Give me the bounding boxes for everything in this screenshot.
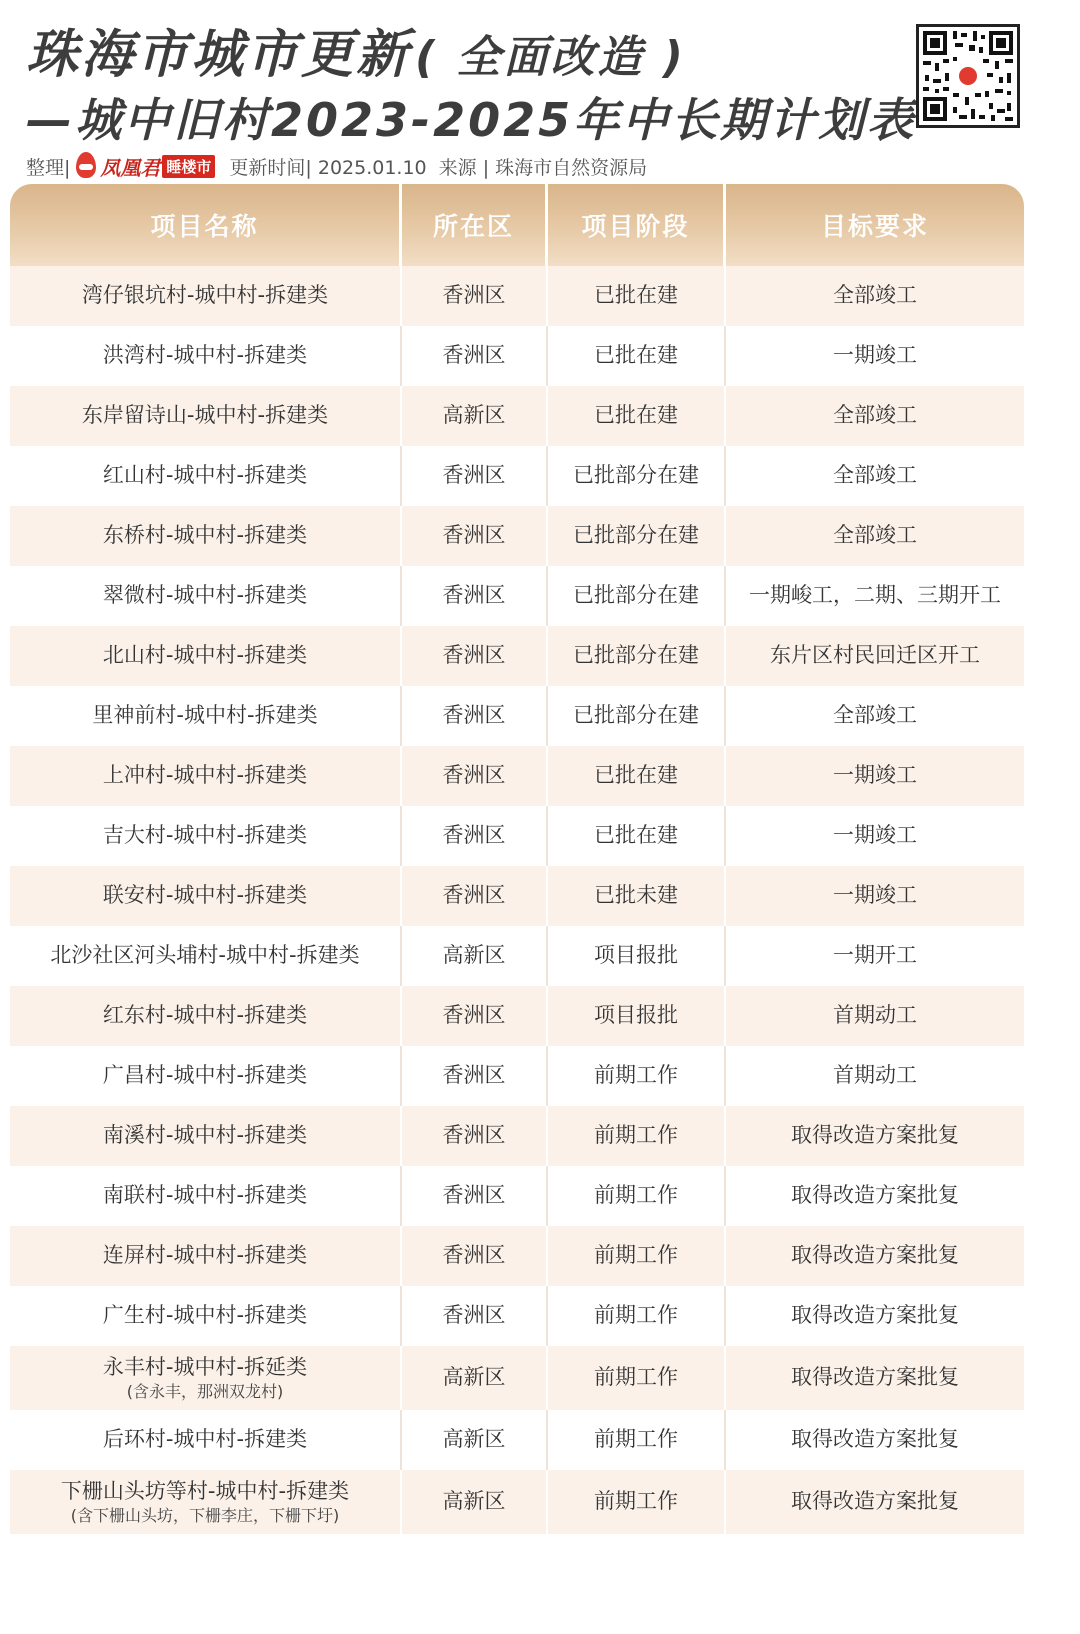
cell-stage-text: 已批部分在建	[573, 463, 699, 488]
header-target: 目标要求	[820, 212, 929, 241]
cell-target-text: 取得改造方案批复	[791, 1427, 959, 1452]
cell-district-text: 香洲区	[442, 1003, 506, 1028]
cell-district	[402, 1106, 548, 1166]
cell-target-text: 全部竣工	[833, 283, 917, 308]
table-row	[10, 1410, 1024, 1470]
cell-target	[726, 686, 1024, 746]
cell-district-text: 香洲区	[442, 763, 506, 788]
cell-stage-text: 已批在建	[594, 823, 678, 848]
cell-project-name-text: 永丰村-城中村-拆延类	[102, 1354, 308, 1379]
cell-stage-text: 已批部分在建	[573, 703, 699, 728]
cell-district	[402, 1410, 548, 1470]
cell-target-text: 全部竣工	[833, 463, 917, 488]
cell-stage	[548, 686, 726, 746]
cell-target	[726, 506, 1024, 566]
cell-district	[402, 326, 548, 386]
cell-project-name-text: 下栅山头坊等村-城中村-拆建类	[60, 1478, 350, 1503]
cell-target	[726, 1286, 1024, 1346]
table-row	[10, 986, 1024, 1046]
cell-project-name-text: 红东村-城中村-拆建类	[102, 1003, 308, 1028]
cell-stage-text: 前期工作	[594, 1183, 678, 1208]
cell-project-name	[10, 1410, 402, 1470]
cell-stage-text: 前期工作	[594, 1303, 678, 1328]
cell-stage	[548, 1346, 726, 1410]
cell-project-name-text: 东桥村-城中村-拆建类	[102, 523, 308, 548]
table-row	[10, 446, 1024, 506]
cell-project-name	[10, 386, 402, 446]
cell-target-text: 取得改造方案批复	[791, 1183, 959, 1208]
cell-stage	[548, 986, 726, 1046]
cell-target-text: 一期竣工	[833, 763, 917, 788]
header-stage: 项目阶段	[548, 184, 726, 266]
table-row	[10, 1346, 1024, 1410]
cell-district	[402, 566, 548, 626]
table-row	[10, 1470, 1024, 1534]
cell-stage-text: 前期工作	[594, 1243, 678, 1268]
cell-stage-text: 已批部分在建	[573, 583, 699, 608]
cell-project-name-text: 里神前村-城中村-拆建类	[92, 703, 318, 728]
cell-target	[726, 1106, 1024, 1166]
logo-text: 凤凰君	[100, 155, 161, 180]
cell-district-text: 高新区	[442, 1489, 506, 1514]
cell-district-text: 香洲区	[442, 1303, 506, 1328]
cell-project-name-text: 北沙社区河头埔村-城中村-拆建类	[50, 943, 360, 968]
cell-stage	[548, 866, 726, 926]
cell-target-text: 取得改造方案批复	[791, 1123, 959, 1148]
cell-target-text: 取得改造方案批复	[791, 1489, 959, 1514]
cell-stage	[548, 926, 726, 986]
cell-district-text: 高新区	[442, 943, 506, 968]
table-row	[10, 1166, 1024, 1226]
cell-target-text: 取得改造方案批复	[791, 1243, 959, 1268]
page-subtitle: —城中旧村2023-2025年中长期计划表	[26, 93, 917, 147]
cell-target-text: 东片区村民回迁区开工	[770, 643, 980, 668]
cell-project-name	[10, 1106, 402, 1166]
qr-code-icon[interactable]	[916, 24, 1020, 128]
cell-stage	[548, 1046, 726, 1106]
cell-district-text: 香洲区	[442, 1183, 506, 1208]
cell-target-text: 一期竣工	[833, 823, 917, 848]
cell-project-name	[10, 1286, 402, 1346]
table-row	[10, 746, 1024, 806]
cell-district-text: 香洲区	[442, 463, 506, 488]
cell-project-name	[10, 566, 402, 626]
table-row	[10, 686, 1024, 746]
plan-table	[10, 184, 1024, 1534]
cell-district	[402, 386, 548, 446]
cell-district	[402, 746, 548, 806]
cell-stage-text: 前期工作	[594, 1123, 678, 1148]
cell-stage	[548, 746, 726, 806]
cell-target	[726, 566, 1024, 626]
cell-district-text: 香洲区	[442, 1243, 506, 1268]
cell-target	[726, 446, 1024, 506]
cell-stage-text: 已批部分在建	[573, 523, 699, 548]
cell-district	[402, 1166, 548, 1226]
cell-stage	[548, 1166, 726, 1226]
cell-district	[402, 1470, 548, 1534]
cell-district	[402, 446, 548, 506]
cell-project-name	[10, 1046, 402, 1106]
cell-district	[402, 266, 548, 326]
cell-stage	[548, 266, 726, 326]
cell-stage	[548, 386, 726, 446]
cell-district-text: 香洲区	[442, 523, 506, 548]
table-row	[10, 266, 1024, 326]
cell-stage-text: 已批未建	[594, 883, 678, 908]
table-row	[10, 1286, 1024, 1346]
cell-project-name	[10, 326, 402, 386]
title-paren: ( 全面改造 )	[415, 32, 686, 83]
meta-line	[26, 150, 647, 182]
cell-district	[402, 926, 548, 986]
cell-stage-text: 前期工作	[594, 1365, 678, 1390]
cell-stage	[548, 1226, 726, 1286]
cell-district	[402, 1346, 548, 1410]
cell-target	[726, 986, 1024, 1046]
cell-district-text: 高新区	[442, 1427, 506, 1452]
cell-project-name-text: 洪湾村-城中村-拆建类	[102, 343, 308, 368]
cell-project-name	[10, 746, 402, 806]
cell-target	[726, 1346, 1024, 1410]
cell-stage-text: 项目报批	[594, 943, 678, 968]
cell-target-text: 一期竣工	[833, 343, 917, 368]
table-row	[10, 1226, 1024, 1286]
cell-target	[726, 626, 1024, 686]
cell-district-text: 香洲区	[442, 1063, 506, 1088]
cell-district-text: 香洲区	[442, 823, 506, 848]
cell-project-name-text: 湾仔银坑村-城中村-拆建类	[81, 283, 329, 308]
cell-target-text: 首期动工	[833, 1063, 917, 1088]
cell-target-text: 一期竣工	[833, 883, 917, 908]
cell-target-text: 全部竣工	[833, 703, 917, 728]
cell-target-text: 一期开工	[833, 943, 917, 968]
cell-target-text: 取得改造方案批复	[791, 1303, 959, 1328]
cell-stage	[548, 806, 726, 866]
cell-district	[402, 806, 548, 866]
table-body	[10, 266, 1024, 1534]
header-project-name: 项目名称	[10, 184, 402, 266]
cell-target	[726, 386, 1024, 446]
cell-district	[402, 686, 548, 746]
table-row	[10, 566, 1024, 626]
table-row	[10, 1046, 1024, 1106]
page-header	[0, 0, 1080, 190]
cell-target-text: 首期动工	[833, 1003, 917, 1028]
cell-project-name-text: 广生村-城中村-拆建类	[102, 1303, 308, 1328]
cell-target	[726, 1046, 1024, 1106]
cell-project-name	[10, 626, 402, 686]
cell-stage	[548, 506, 726, 566]
cell-project-name	[10, 986, 402, 1046]
cell-project-name-text: 北山村-城中村-拆建类	[102, 643, 308, 668]
cell-stage-text: 已批部分在建	[573, 643, 699, 668]
cell-project-name-text: 后环村-城中村-拆建类	[102, 1427, 308, 1452]
cell-project-name-text: 东岸留诗山-城中村-拆建类	[81, 403, 329, 428]
cell-stage	[548, 626, 726, 686]
cell-district-text: 香洲区	[442, 703, 506, 728]
cell-stage-text: 已批在建	[594, 763, 678, 788]
cell-district-text: 香洲区	[442, 343, 506, 368]
cell-project-name-text: 连屏村-城中村-拆建类	[102, 1243, 308, 1268]
cell-district	[402, 1046, 548, 1106]
cell-stage-text: 已批在建	[594, 283, 678, 308]
cell-target	[726, 806, 1024, 866]
cell-project-name-text: 南联村-城中村-拆建类	[102, 1183, 308, 1208]
cell-stage	[548, 1106, 726, 1166]
cell-stage-text: 前期工作	[594, 1063, 678, 1088]
cell-project-name-text: 广昌村-城中村-拆建类	[102, 1063, 308, 1088]
cell-target	[726, 1410, 1024, 1470]
title-main: 珠海市城市更新	[26, 25, 412, 85]
cell-project-name	[10, 1470, 402, 1534]
header-district: 所在区	[402, 184, 548, 266]
cell-district	[402, 986, 548, 1046]
cell-stage	[548, 1470, 726, 1534]
cell-project-name	[10, 1226, 402, 1286]
source-label: 来源 | 珠海市自然资源局	[438, 156, 648, 179]
cell-project-name	[10, 446, 402, 506]
table-row	[10, 326, 1024, 386]
cell-target	[726, 1470, 1024, 1534]
cell-stage	[548, 446, 726, 506]
cell-stage	[548, 326, 726, 386]
cell-stage-text: 前期工作	[594, 1427, 678, 1452]
cell-district-text: 高新区	[442, 1365, 506, 1390]
cell-project-name-text: 翠微村-城中村-拆建类	[102, 583, 308, 608]
cell-target-text: 取得改造方案批复	[791, 1365, 959, 1390]
cell-stage-text: 前期工作	[594, 1489, 678, 1514]
cell-district-text: 香洲区	[442, 283, 506, 308]
cell-project-name-text: 红山村-城中村-拆建类	[102, 463, 308, 488]
cell-project-name	[10, 506, 402, 566]
cell-stage	[548, 566, 726, 626]
cell-project-name-text: 上冲村-城中村-拆建类	[102, 763, 308, 788]
cell-project-name-text: 南溪村-城中村-拆建类	[102, 1123, 308, 1148]
cell-stage-text: 项目报批	[594, 1003, 678, 1028]
cell-project-note: (含永丰，那洲双龙村)	[126, 1382, 284, 1401]
cell-project-note: (含下栅山头坊，下栅李庄，下栅下圩)	[70, 1506, 340, 1525]
cell-district	[402, 1286, 548, 1346]
table-row	[10, 806, 1024, 866]
cell-project-name	[10, 926, 402, 986]
page-title	[26, 12, 686, 87]
cell-project-name-text: 吉大村-城中村-拆建类	[102, 823, 308, 848]
cell-stage	[548, 1286, 726, 1346]
table-row	[10, 866, 1024, 926]
cell-district	[402, 866, 548, 926]
table-row	[10, 386, 1024, 446]
brand-logo	[74, 152, 215, 181]
cell-target	[726, 266, 1024, 326]
cell-project-name	[10, 806, 402, 866]
cell-target	[726, 926, 1024, 986]
cell-district-text: 高新区	[442, 403, 506, 428]
cell-district-text: 香洲区	[442, 883, 506, 908]
logo-badge: 睡楼市	[162, 155, 215, 178]
cell-district	[402, 506, 548, 566]
cell-stage-text: 已批在建	[594, 403, 678, 428]
cell-district	[402, 626, 548, 686]
cell-stage	[548, 1410, 726, 1470]
update-time: 更新时间| 2025.01.10	[229, 156, 427, 179]
cell-target	[726, 746, 1024, 806]
cell-target	[726, 1226, 1024, 1286]
cell-target-text: 一期峻工，二期、三期开工	[749, 583, 1001, 608]
cell-project-name	[10, 1346, 402, 1410]
cell-stage-text: 已批在建	[594, 343, 678, 368]
table-row	[10, 926, 1024, 986]
cell-project-name-text: 联安村-城中村-拆建类	[102, 883, 308, 908]
cell-target	[726, 866, 1024, 926]
cell-project-name	[10, 686, 402, 746]
table-row	[10, 626, 1024, 686]
cell-target	[726, 1166, 1024, 1226]
cell-district-text: 香洲区	[442, 1123, 506, 1148]
table-header	[10, 184, 1024, 266]
table-row	[10, 1106, 1024, 1166]
compiled-label: 整理|	[26, 156, 71, 179]
cell-project-name	[10, 266, 402, 326]
cell-target-text: 全部竣工	[833, 403, 917, 428]
cell-project-name	[10, 866, 402, 926]
cell-district	[402, 1226, 548, 1286]
table-row	[10, 506, 1024, 566]
cell-project-name	[10, 1166, 402, 1226]
phoenix-logo-icon	[74, 152, 98, 180]
cell-district-text: 香洲区	[442, 583, 506, 608]
cell-district-text: 香洲区	[442, 643, 506, 668]
cell-target-text: 全部竣工	[833, 523, 917, 548]
cell-target	[726, 326, 1024, 386]
